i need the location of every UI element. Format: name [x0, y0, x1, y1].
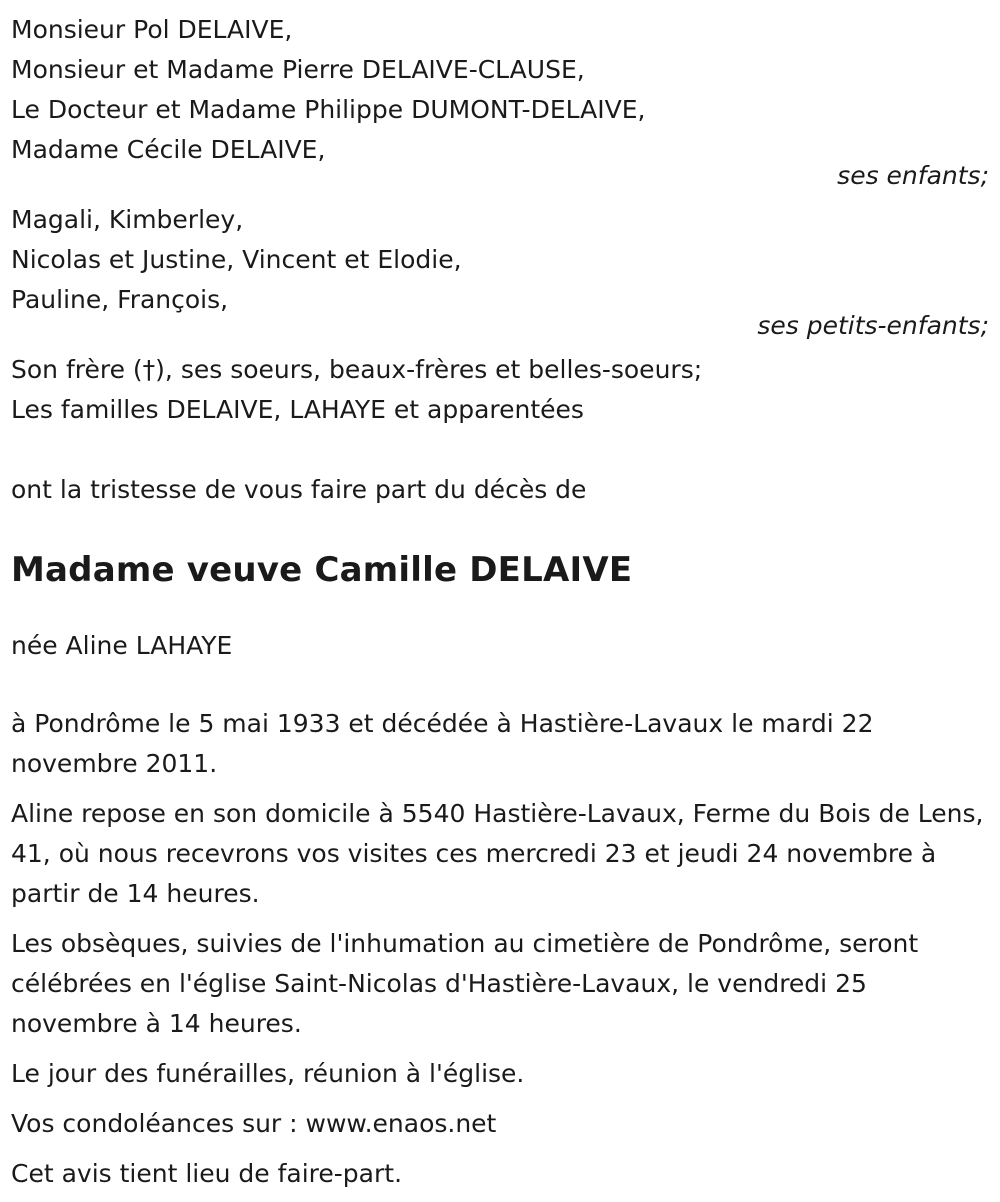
announcement-intro: ont la tristesse de vous faire part du décès de — [11, 475, 587, 504]
children-role-label: ses enfants; — [837, 161, 989, 190]
condolences-label: Vos condoléances sur : — [11, 1109, 306, 1138]
visitation-paragraph: Aline repose en son domicile à 5540 Hastière-Lavaux, Ferme du Bois de Lens, 41, où nous recevrons vos visites ces mercredi 23 et jeudi 24 novembre à partir de 14 heures. — [11, 799, 984, 908]
grandchild-line: Pauline, François, — [11, 285, 229, 314]
funeral-paragraph: Les obsèques, suivies de l'inhumation au cimetière de Pondrôme, seront célébrées en l'église Saint-Nicolas d'Hastière-Lavaux, le vendredi 25 novembre à 14 heures. — [11, 929, 919, 1038]
maiden-name: née Aline LAHAYE — [11, 631, 233, 660]
condolences-link[interactable]: www.enaos.net — [305, 1109, 497, 1138]
closing-paragraph: Cet avis tient lieu de faire-part. — [11, 1159, 403, 1188]
relatives-line: Les familles DELAIVE, LAHAYE et apparentées — [11, 395, 584, 424]
deceased-name-heading: Madame veuve Camille DELAIVE — [11, 550, 633, 590]
condolences-paragraph — [11, 1104, 990, 1144]
children-list — [11, 10, 990, 196]
child-line: Monsieur Pol DELAIVE, — [11, 15, 293, 44]
child-line: Madame Cécile DELAIVE, — [11, 135, 326, 164]
gathering-paragraph: Le jour des funérailles, réunion à l'église. — [11, 1059, 525, 1088]
child-line: Monsieur et Madame Pierre DELAIVE-CLAUSE, — [11, 55, 585, 84]
grandchildren-list — [11, 200, 990, 346]
child-line: Le Docteur et Madame Philippe DUMONT-DELAIVE, — [11, 95, 646, 124]
relatives-list — [11, 350, 990, 430]
grandchild-line: Magali, Kimberley, — [11, 205, 244, 234]
grandchild-line: Nicolas et Justine, Vincent et Elodie, — [11, 245, 462, 274]
grandchildren-role-label: ses petits-enfants; — [757, 311, 989, 340]
birth-death-paragraph: à Pondrôme le 5 mai 1933 et décédée à Hastière-Lavaux le mardi 22 novembre 2011. — [11, 709, 874, 778]
relatives-line: Son frère (†), ses soeurs, beaux-frères et belles-soeurs; — [11, 355, 703, 384]
